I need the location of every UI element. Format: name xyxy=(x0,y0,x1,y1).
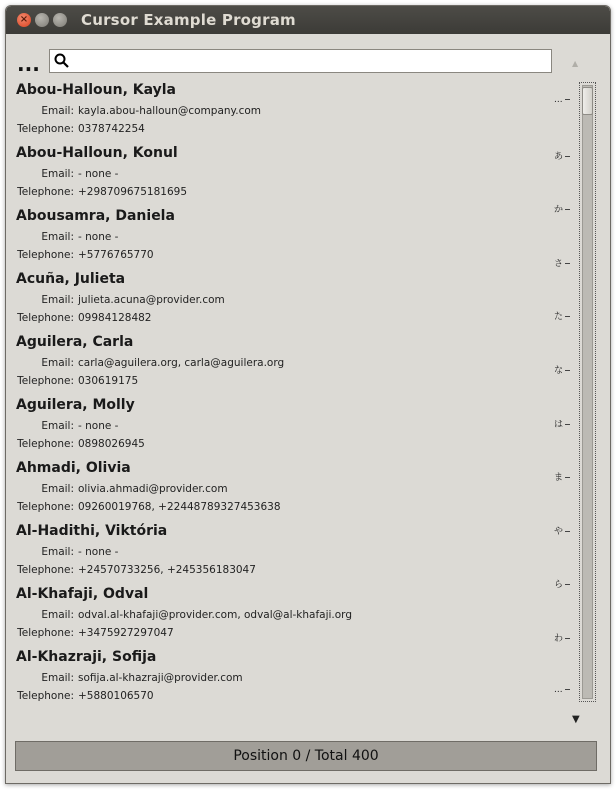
contact-list xyxy=(16,80,556,710)
email-row xyxy=(16,231,118,243)
maximize-button[interactable] xyxy=(53,13,67,27)
index-label[interactable] xyxy=(554,309,578,322)
email-label: Email: xyxy=(41,420,74,432)
index-label[interactable] xyxy=(554,95,578,105)
telephone-value: 09260019768, +22448789327453638 xyxy=(78,501,281,513)
telephone-label: Telephone: xyxy=(17,690,74,702)
index-tick xyxy=(565,209,570,210)
index-label[interactable] xyxy=(554,577,578,590)
telephone-row xyxy=(16,375,138,387)
telephone-value: +298709675181695 xyxy=(78,186,188,198)
telephone-label: Telephone: xyxy=(17,627,74,639)
telephone-row xyxy=(16,564,256,576)
contact-entry[interactable] xyxy=(16,521,556,584)
email-value: olivia.ahmadi@provider.com xyxy=(78,483,228,495)
telephone-row xyxy=(16,186,187,198)
email-value: julieta.acuna@provider.com xyxy=(78,294,225,306)
index-tick xyxy=(565,638,570,639)
title-bar[interactable] xyxy=(6,6,610,34)
contact-entry[interactable] xyxy=(16,395,556,458)
email-label: Email: xyxy=(41,294,74,306)
telephone-label: Telephone: xyxy=(17,375,74,387)
email-label: Email: xyxy=(41,357,74,369)
email-value: - none - xyxy=(78,546,119,558)
telephone-row xyxy=(16,501,281,513)
contact-entry[interactable] xyxy=(16,206,556,269)
telephone-row xyxy=(16,249,154,261)
email-row xyxy=(16,546,118,558)
index-label-text: ... xyxy=(554,95,563,105)
index-label-text: や xyxy=(554,526,564,537)
contact-entry[interactable] xyxy=(16,269,556,332)
index-label-text: は xyxy=(554,419,564,430)
scrollbar-track[interactable] xyxy=(579,82,596,702)
contact-name: Ahmadi, Olivia xyxy=(16,460,131,476)
email-value: - none - xyxy=(78,168,119,180)
index-label[interactable] xyxy=(554,685,578,695)
telephone-row xyxy=(16,690,154,702)
index-label[interactable] xyxy=(554,631,578,644)
minimize-button[interactable] xyxy=(35,13,49,27)
email-value: odval.al-khafaji@provider.com, odval@al-khafaji.org xyxy=(78,609,352,621)
index-label-text: さ xyxy=(554,258,564,269)
email-row xyxy=(16,483,228,495)
index-label[interactable] xyxy=(554,417,578,430)
telephone-value: +5880106570 xyxy=(78,690,154,702)
contact-entry[interactable] xyxy=(16,80,556,143)
email-value: sofija.al-khazraji@provider.com xyxy=(78,672,243,684)
contact-entry[interactable] xyxy=(16,458,556,521)
email-label: Email: xyxy=(41,546,74,558)
telephone-label: Telephone: xyxy=(17,438,74,450)
scrollbar-thumb[interactable] xyxy=(582,87,593,115)
contact-name: Al-Hadithi, Viktória xyxy=(16,523,168,539)
contact-name: Abousamra, Daniela xyxy=(16,208,175,224)
index-tick xyxy=(565,99,570,100)
contact-entry[interactable] xyxy=(16,584,556,647)
index-tick xyxy=(565,424,570,425)
more-options-button[interactable]: ... xyxy=(17,52,40,76)
contact-name: Aguilera, Molly xyxy=(16,397,135,413)
email-row xyxy=(16,168,118,180)
scrollbar-trough xyxy=(582,85,593,699)
contact-name: Abou-Halloun, Konul xyxy=(16,145,178,161)
index-tick xyxy=(565,316,570,317)
email-row xyxy=(16,672,243,684)
index-tick xyxy=(565,531,570,532)
telephone-label: Telephone: xyxy=(17,501,74,513)
contact-name: Aguilera, Carla xyxy=(16,334,134,350)
telephone-value: +3475927297047 xyxy=(78,627,174,639)
email-value: kayla.abou-halloun@company.com xyxy=(78,105,262,117)
email-row xyxy=(16,294,225,306)
email-label: Email: xyxy=(41,105,74,117)
telephone-row xyxy=(16,438,145,450)
window-title: Cursor Example Program xyxy=(81,11,296,29)
telephone-label: Telephone: xyxy=(17,312,74,324)
email-row xyxy=(16,420,118,432)
email-row xyxy=(16,609,352,621)
index-label-text: ら xyxy=(554,580,564,591)
contact-entry[interactable] xyxy=(16,332,556,395)
telephone-label: Telephone: xyxy=(17,186,74,198)
telephone-value: 0378742254 xyxy=(78,123,145,135)
telephone-value: 0898026945 xyxy=(78,438,145,450)
index-label-text: あ xyxy=(554,151,564,162)
telephone-label: Telephone: xyxy=(17,123,74,135)
index-label-text: な xyxy=(554,366,564,376)
index-label[interactable] xyxy=(554,256,578,269)
index-label[interactable] xyxy=(554,202,578,215)
close-button[interactable]: × xyxy=(17,13,31,27)
telephone-row xyxy=(16,123,145,135)
index-tick xyxy=(565,263,570,264)
email-value: - none - xyxy=(78,231,119,243)
scroll-down-arrow-icon[interactable]: ▼ xyxy=(572,714,580,725)
telephone-value: +5776765770 xyxy=(78,249,154,261)
email-label: Email: xyxy=(41,672,74,684)
index-tick xyxy=(565,689,570,690)
telephone-label: Telephone: xyxy=(17,564,74,576)
contact-name: Al-Khafaji, Odval xyxy=(16,586,149,602)
contact-entry[interactable] xyxy=(16,647,556,710)
contact-name: Abou-Halloun, Kayla xyxy=(16,82,176,98)
email-label: Email: xyxy=(41,609,74,621)
telephone-row xyxy=(16,312,152,324)
index-label[interactable] xyxy=(554,363,578,376)
email-value: carla@aguilera.org, carla@aguilera.org xyxy=(78,357,285,369)
index-label-text: ... xyxy=(554,684,563,695)
search-box[interactable] xyxy=(49,49,552,73)
index-label-text: ま xyxy=(554,473,564,484)
index-label-text: わ xyxy=(554,634,564,644)
email-label: Email: xyxy=(41,168,74,180)
telephone-value: 09984128482 xyxy=(78,312,152,324)
index-label[interactable] xyxy=(554,470,578,483)
index-tick xyxy=(565,156,570,157)
index-label-text: か xyxy=(554,205,564,216)
telephone-row xyxy=(16,627,174,639)
scroll-up-arrow-icon[interactable]: ▲ xyxy=(572,59,579,68)
index-label-text: た xyxy=(554,312,564,323)
email-row xyxy=(16,357,284,369)
search-icon xyxy=(54,53,70,69)
contact-entry[interactable] xyxy=(16,143,556,206)
index-tick xyxy=(565,477,570,478)
index-tick xyxy=(565,584,570,585)
email-label: Email: xyxy=(41,231,74,243)
index-tick xyxy=(565,370,570,371)
contact-name: Acuña, Julieta xyxy=(16,271,126,287)
telephone-value: +24570733256, +245356183047 xyxy=(78,564,256,576)
index-label[interactable] xyxy=(554,149,578,162)
contact-name: Al-Khazraji, Sofija xyxy=(16,649,157,665)
email-value: - none - xyxy=(78,420,119,432)
email-row xyxy=(16,105,261,117)
telephone-value: 030619175 xyxy=(78,375,139,387)
index-label[interactable] xyxy=(554,524,578,537)
search-input[interactable] xyxy=(72,51,552,73)
main-window xyxy=(5,5,611,784)
email-label: Email: xyxy=(41,483,74,495)
status-bar: Position 0 / Total 400 xyxy=(15,741,597,771)
telephone-label: Telephone: xyxy=(17,249,74,261)
